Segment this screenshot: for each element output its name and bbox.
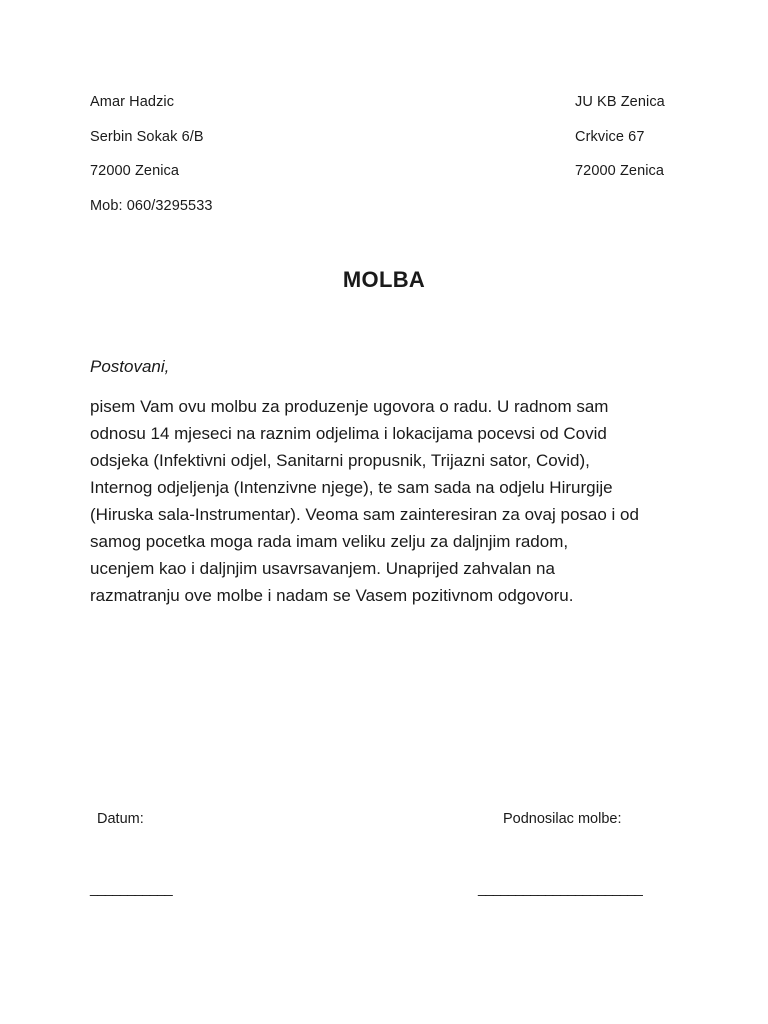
signature-blank-line: ______________________ — [478, 881, 643, 897]
body-line: pisem Vam ovu molbu za produzenje ugovora o radu. U radnom sam — [90, 397, 609, 416]
sender-name: Amar Hadzic — [90, 94, 175, 110]
recipient-institution: JU KB Zenica — [575, 94, 665, 110]
sender-street: Serbin Sokak 6/B — [90, 129, 204, 145]
date-label: Datum: — [97, 811, 144, 827]
body-line: odsjeka (Infektivni odjel, Sanitarni propusnik, Trijazni sator, Covid), — [90, 451, 590, 470]
body-line: razmatranju ove molbe i nadam se Vasem pozitivnom odgovoru. — [90, 586, 574, 605]
recipient-street: Crkvice 67 — [575, 129, 645, 145]
body-line: (Hiruska sala-Instrumentar). Veoma sam zainteresiran za ovaj posao i od — [90, 505, 639, 524]
sender-city: 72000 Zenica — [90, 163, 180, 179]
applicant-label: Podnosilac molbe: — [503, 811, 622, 827]
body-line: ucenjem kao i daljnjim usavrsavanjem. Unaprijed zahvalan na — [90, 559, 555, 578]
body-line: Internog odjeljenja (Intenzivne njege), te sam sada na odjelu Hirurgije — [90, 478, 613, 497]
body-line: samog pocetka moga rada imam veliku zelju za daljnjim radom, — [90, 532, 569, 551]
body-line: odnosu 14 mjeseci na raznim odjelima i lokacijama pocevsi od Covid — [90, 424, 607, 443]
recipient-city: 72000 Zenica — [575, 163, 665, 179]
salutation: Postovani, — [90, 357, 170, 376]
sender-phone: Mob: 060/3295533 — [90, 198, 213, 214]
date-blank-line: ___________ — [90, 881, 173, 897]
document-title: MOLBA — [342, 267, 426, 292]
letter-body — [90, 393, 710, 609]
